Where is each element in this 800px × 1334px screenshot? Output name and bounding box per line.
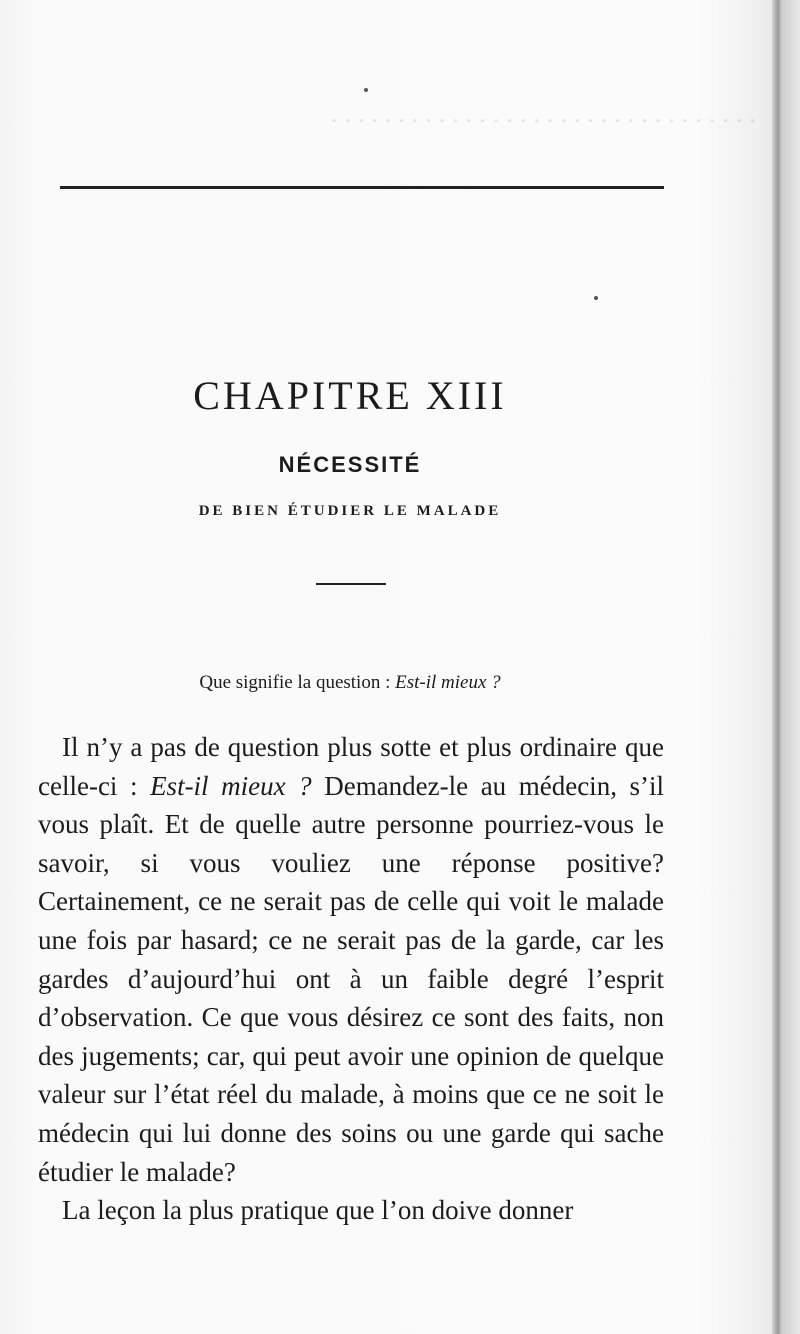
paragraph-2: La leçon la plus pratique que l’on doive donner [62,1195,574,1226]
body-text [38,728,664,1230]
header-rule [60,186,664,189]
chapter-summary [0,672,700,694]
section-title: NÉCESSITÉ [278,452,422,477]
paragraph-1-emphasis: Est-il mieux ? [150,770,312,801]
paragraph-1-text-a: Il n’y a pas de question plus sotte et plus ordinaire que celle-ci : [38,732,664,801]
section-subtitle: DE BIEN ÉTUDIER LE MALADE [198,503,502,519]
ink-speck [594,296,598,300]
ink-speck [364,88,368,92]
paragraph-1 [38,728,664,1191]
summary-text: Que signifie la question : [199,672,396,693]
page-edge [772,0,800,1334]
section-divider [316,583,386,585]
paragraph-1-text-b: Demandez-le au médecin, s’il vous plaît. Et de quelle autre personne pourriez-vous le savoir, si vous vouliez une réponse positive? Certainement, ce ne serait pas de celle qui voit le malade une fois par hasard; ce ne serait pas de la garde, car les gardes d’aujourd’hui ont à un faible degré l’esprit d’observation. Ce que vous désirez ce sont des faits, non des jugements; car, qui peut avoir une opinion de quelque valeur sur l’état réel du malade, à moins que ce ne soit le médecin qui lui donne des soins ou une garde qui sache étudier le malade? [38,770,665,1187]
chapter-title: CHAPITRE XIII [193,373,507,418]
summary-emphasis: Est-il mieux ? [395,672,501,693]
